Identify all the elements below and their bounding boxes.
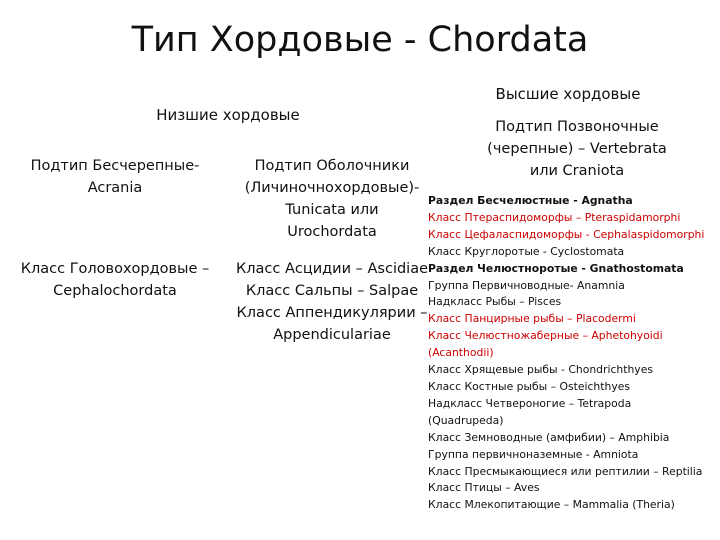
taxon-line: Класс Костные рыбы – Osteichthyes [428,379,630,393]
taxon-line: Надкласс Четвероногие – Tetrapoda [428,396,632,410]
tunicata-class-line: Appendiculariae [273,327,391,343]
acrania-line: Acrania [87,180,143,196]
tunicata-line: Urochordata [287,224,377,240]
tunicata-class-line: Класс Асцидии – Ascidiae [235,261,429,277]
taxon-line: Класс Земноводные (амфибии) – Amphibia [428,430,670,444]
vertebrata-line: (черепные) – Vertebrata [487,141,667,157]
taxon-line: Раздел Челюстноротые - Gnathostomata [428,261,684,275]
slide-title: Тип Хордовые - Chordata [131,20,589,60]
tunicata-line: Подтип Оболочники [254,158,410,174]
taxon-line: Класс Круглоротые - Cyclostomata [428,244,625,258]
vertebrata-line: или Craniota [529,163,625,179]
tunicata-line: (Личиночнохордовые)- [244,180,420,196]
taxon-line: Класс Млекопитающие – Mammalia (Theria) [428,498,675,512]
taxon-line: Группа Первичноводные- Anamnia [428,278,625,292]
tunicata-classes [222,258,442,346]
taxon-line: (Acanthodii) [428,346,494,360]
taxon-line: Класс Хрящевые рыбы - Chondrichthyes [428,363,653,377]
tunicata-class-line: Класс Аппендикулярии – [236,305,428,321]
taxon-line: (Quadrupeda) [428,413,504,427]
lower-chordates-header: Низшие хордовые [156,106,300,124]
vertebrata-taxa-list [428,193,720,514]
vertebrata-line: Подтип Позвоночные [495,119,659,135]
tunicata-line: Tunicata или [285,202,379,218]
taxon-line: Класс Панцирные рыбы – Placodermi [428,312,636,326]
cephalochordata-line: Cephalochordata [53,283,177,299]
taxon-line: Надкласс Рыбы – Pisces [428,295,562,309]
taxon-line: Группа первичноназемные - Amniota [428,447,639,461]
cephalochordata-class [0,258,230,302]
taxon-line: Класс Цефаласпидоморфы - Cephalaspidomorphi [428,227,705,241]
tunicata-class-line: Класс Сальпы – Salpae [245,283,419,299]
cephalochordata-line: Класс Головохордовые – [20,261,210,277]
taxon-line: Класс Пресмыкающиеся или рептилии – Reptilia [428,464,703,478]
tunicata-subtype [222,155,442,243]
taxon-line: Класс Птицы – Aves [428,481,540,495]
taxon-line: Класс Птераспидоморфы – Pteraspidamorphi [428,210,681,224]
taxon-line: Раздел Бесчелюстные - Agnatha [428,194,633,207]
vertebrata-subtype [452,116,702,182]
acrania-subtype [0,155,230,199]
acrania-line: Подтип Бесчерепные- [30,158,200,174]
taxon-line: Класс Челюстножаберные – Aphetohyoidi [428,329,663,343]
higher-chordates-header: Высшие хордовые [495,85,641,103]
